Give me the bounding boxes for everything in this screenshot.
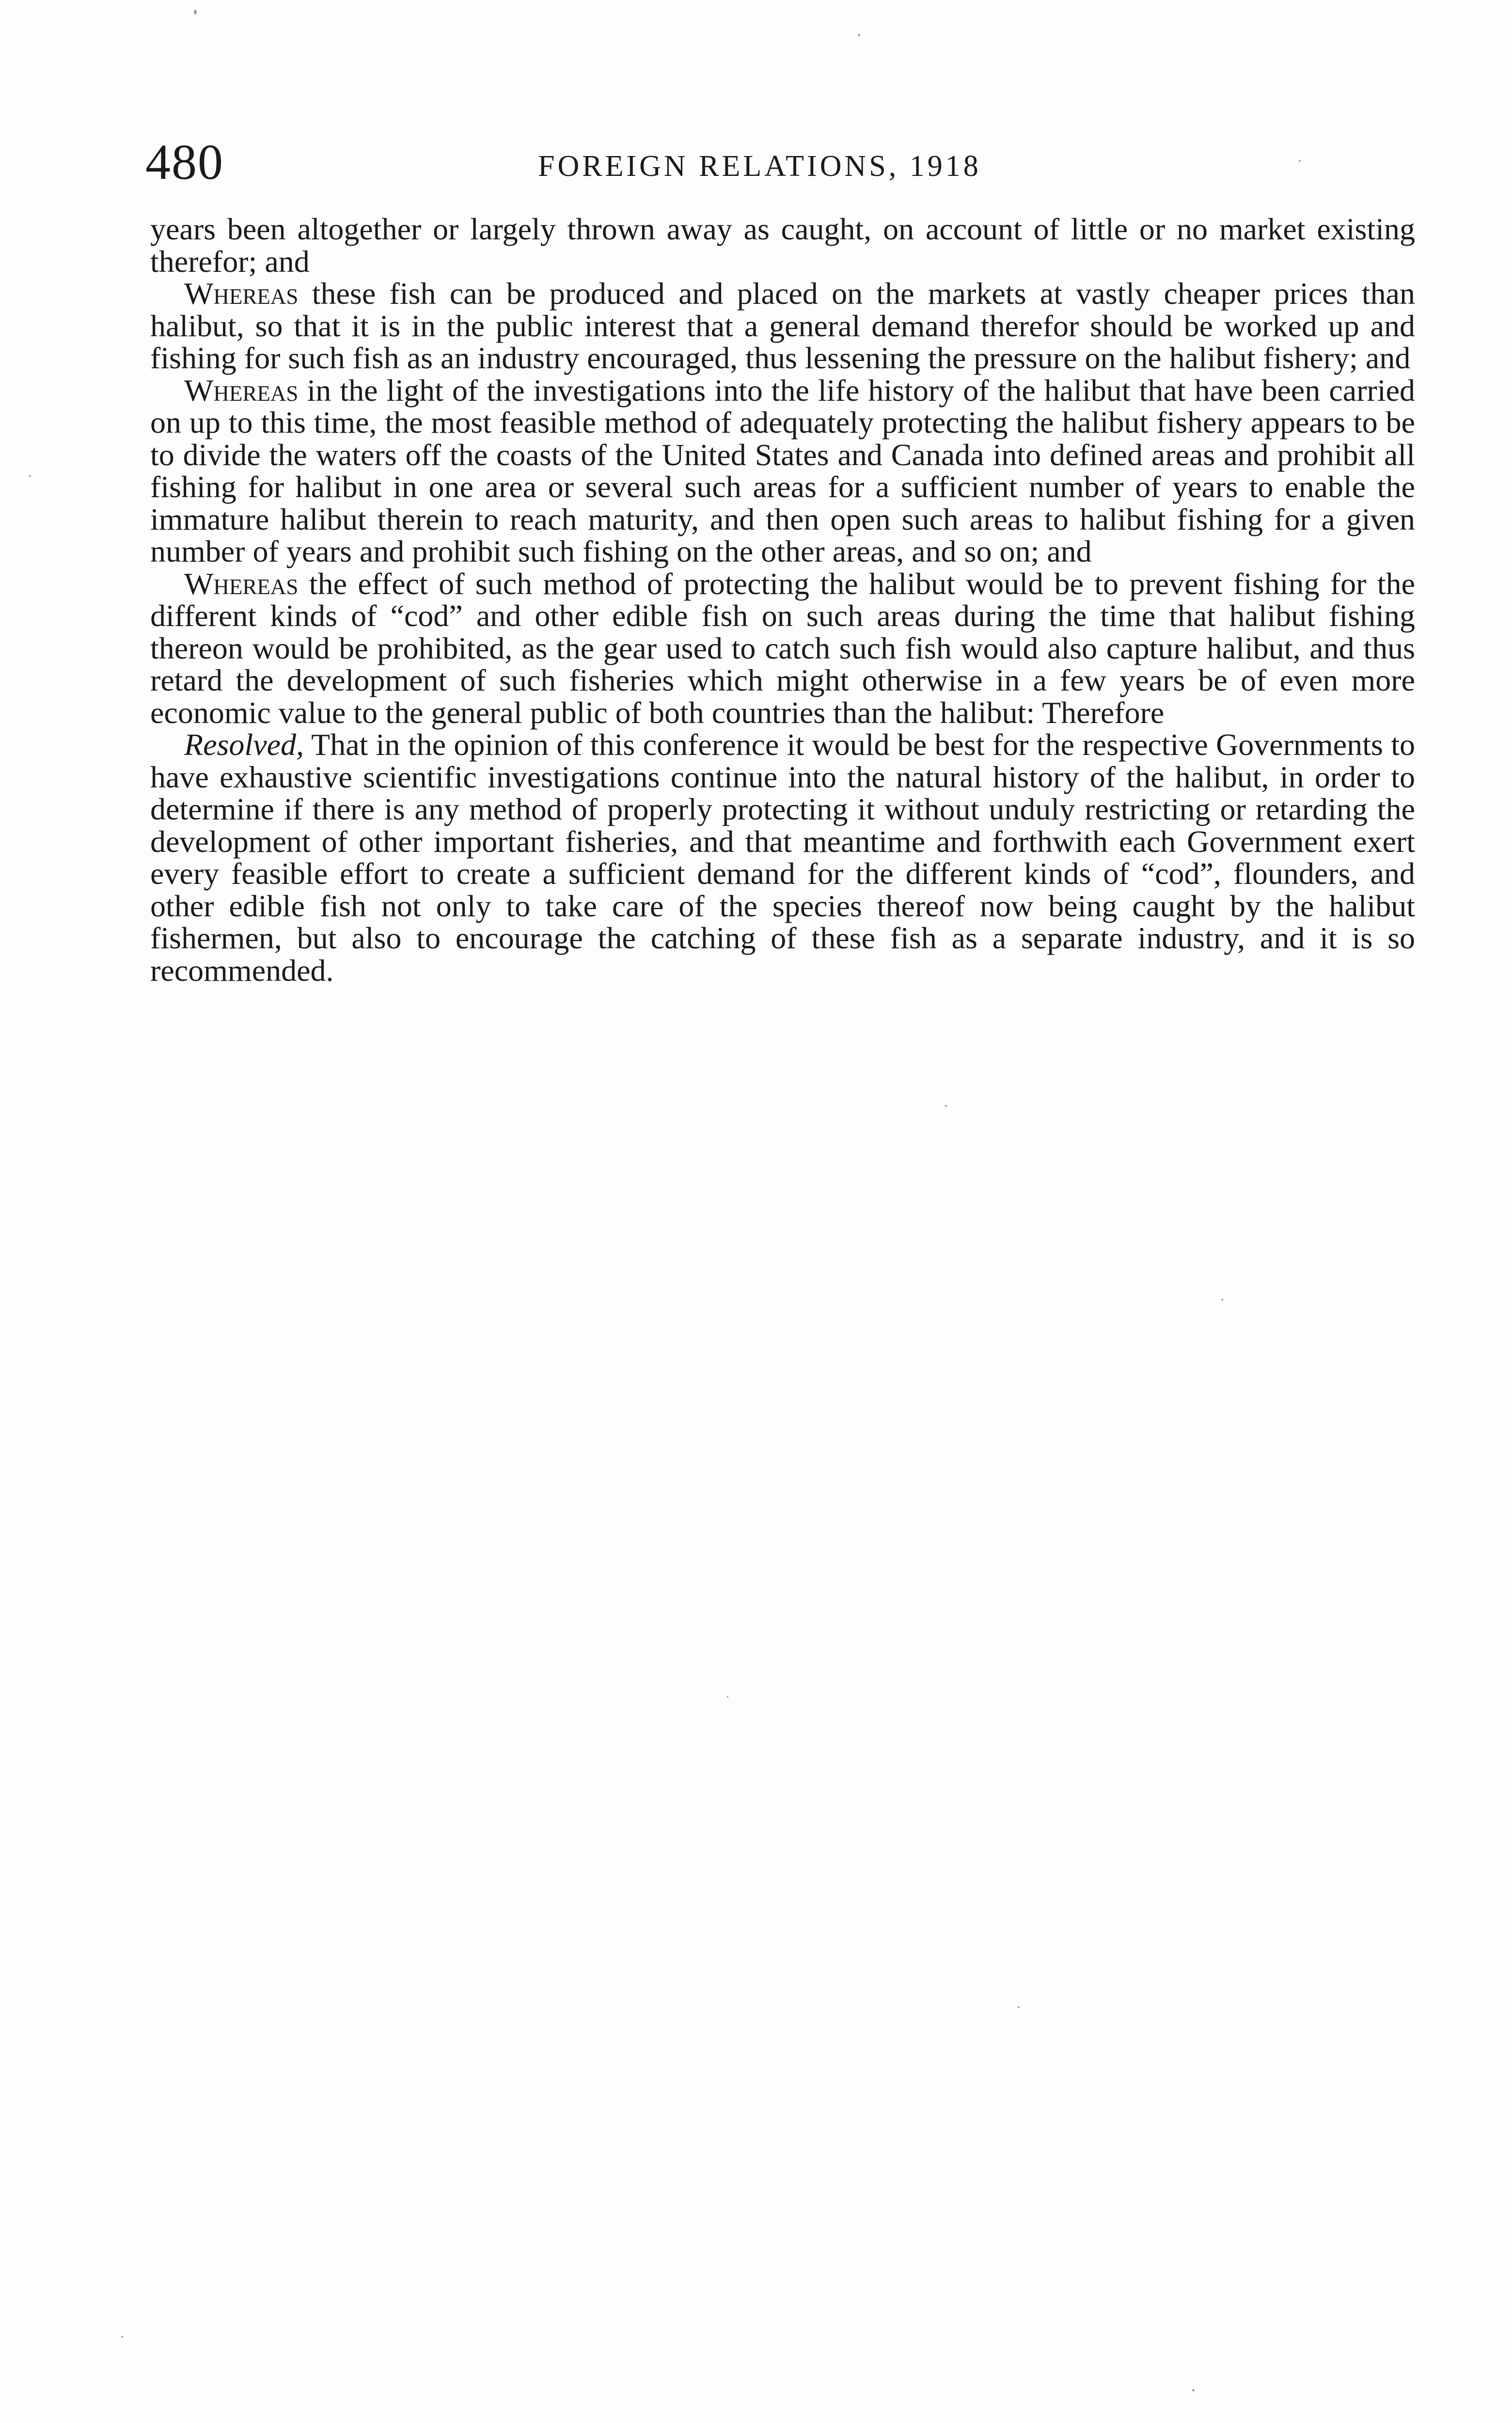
paragraph-text: That in the opinion of this conference it would be best for the respective Governments to have exhaustive scientific investigations continue into the natural history of the halibut, in order to determine if there is any method of properly protecting it without unduly restricting or retarding the development of other important fisheries, and that meantime and forthwith each Government exert every feasible effort to create a sufficient demand for the different kinds of “cod”, flounders, and other edible fish not only to take care of the species thereof now being caught by the halibut fishermen, but also to encourage the catching of these fish as a separate industry, and it is so recommended. — [150, 727, 1415, 988]
paragraph-lead-word: Whereas — [184, 373, 299, 408]
paragraph-lead-word: Whereas — [184, 276, 299, 311]
paragraph-text: years been altogether or largely thrown away as caught, on account of little or no market existing therefor; and — [150, 212, 1415, 279]
scan-speck — [29, 475, 31, 477]
body-text — [150, 213, 1415, 987]
scan-speck — [121, 2336, 123, 2338]
paragraph-continuation — [150, 213, 1415, 278]
scan-speck — [1221, 1299, 1223, 1301]
scan-speck — [1192, 2389, 1195, 2392]
running-head — [145, 136, 1415, 189]
page-number: 480 — [145, 134, 224, 190]
paragraph-whereas-investigations — [150, 375, 1415, 568]
paragraph-resolved — [150, 729, 1415, 987]
scan-speck — [727, 1696, 728, 1698]
scan-speck — [858, 34, 860, 36]
running-title: FOREIGN RELATIONS, 1918 — [538, 150, 981, 183]
paragraph-whereas-prices — [150, 278, 1415, 375]
paragraph-lead-word: Resolved, — [184, 727, 304, 762]
scan-speck — [1299, 160, 1301, 162]
paragraph-text: in the light of the investigations into the life history of the halibut that have been carried on up to this time, the most feasible method of adequately protecting the halibut fishery appears to be to divide the waters off the coasts of the United States and Canada into defined areas and prohibit all fishing for halibut in one area or several such areas for a sufficient number of years to enable the immature halibut therein to reach maturity, and then open such areas to halibut fishing for a given number of years and prohibit such fishing on the other areas, and so on; and — [150, 373, 1415, 568]
scan-speck — [1018, 2006, 1020, 2008]
paragraph-lead-word: Whereas — [184, 566, 299, 601]
scan-speck — [945, 1105, 947, 1107]
paragraph-text: the effect of such method of protecting the halibut would be to prevent fishing for the different kinds of “cod” and other edible fish on such areas during the time that halibut fishing thereon would be prohibited, as the gear used to catch such fish would also capture halibut, and thus retard the development of such fisheries which might otherwise in a few years be of even more economic value to the general public of both countries than the halibut: Therefore — [150, 566, 1415, 730]
paragraph-text: these fish can be produced and placed on the markets at vastly cheaper prices than halibut, so that it is in the public interest that a general demand therefor should be worked up and fishing for such fish as an industry encouraged, thus lessening the pressure on the halibut fishery; and — [150, 276, 1415, 375]
scan-speck — [194, 10, 197, 15]
paragraph-whereas-effect — [150, 568, 1415, 729]
